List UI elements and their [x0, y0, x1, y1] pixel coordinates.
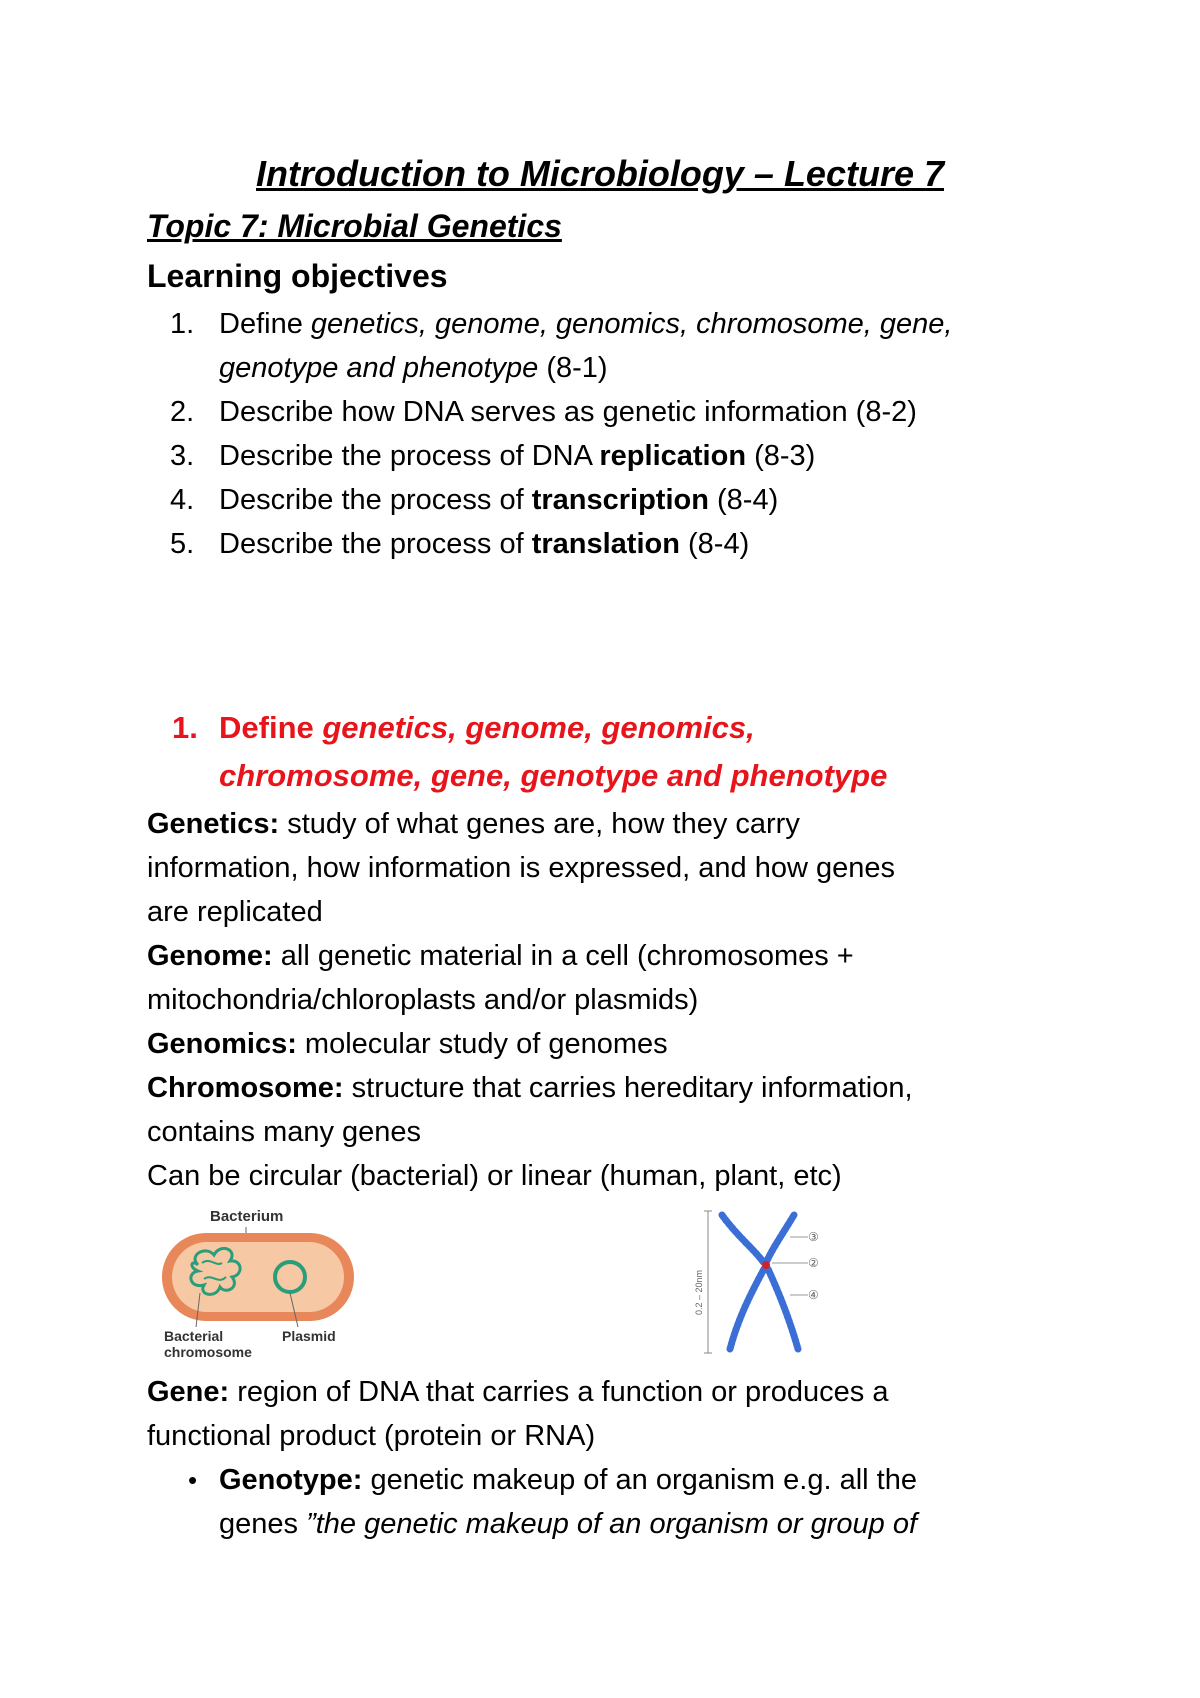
bacterium-label: Bacterium [210, 1208, 284, 1225]
objective-4-text: Describe the process of transcription (8-4) [219, 484, 779, 516]
callout-label: ② [808, 1256, 819, 1270]
objective-1-line2: genotype and phenotype (8-1) [219, 352, 608, 384]
definition-gene: Gene: region of DNA that carries a function or produces a [147, 1376, 889, 1408]
plasmid-label: Plasmid [282, 1328, 336, 1344]
bacterial-chromosome-label: Bacterial [164, 1328, 224, 1344]
callout-label: ③ [808, 1230, 819, 1244]
bacterium-diagram [158, 1203, 363, 1363]
callout-label: ④ [808, 1288, 819, 1302]
section-1-number: 1. [172, 710, 198, 745]
definition-genome-line2: mitochondria/chloroplasts and/or plasmids) [147, 984, 699, 1016]
section-1-heading-line2: chromosome, gene, genotype and phenotype [219, 758, 888, 793]
objective-number: 1. [170, 308, 195, 340]
definition-chromosome: Chromosome: structure that carries hereditary information, [147, 1072, 913, 1104]
definition-genome: Genome: all genetic material in a cell (chromosomes + [147, 940, 854, 972]
bullet-icon: • [188, 1465, 198, 1495]
centromere [762, 1261, 770, 1269]
dimension-label: 0.2 – 20nm [694, 1269, 704, 1315]
objective-5-text: Describe the process of translation (8-4) [219, 528, 750, 560]
objective-2 [170, 394, 194, 430]
objective-number: 5. [170, 528, 195, 560]
learning-objectives-heading: Learning objectives [147, 258, 448, 294]
objective-number: 3. [170, 440, 195, 472]
definition-genotype: Genotype: genetic makeup of an organism e.g. all the [219, 1464, 917, 1496]
definition-genotype-line2: genes ”the genetic makeup of an organism or group of [219, 1508, 918, 1540]
definition-genetics-line3: are replicated [147, 896, 323, 928]
objective-3-text: Describe the process of DNA replication (8-3) [219, 440, 816, 472]
objective-1-line1: Define genetics, genome, genomics, chromosome, gene, [219, 308, 953, 340]
definition-genetics-line2: information, how information is expressed, and how genes [147, 852, 895, 884]
objective-5 [170, 526, 194, 562]
chromosome-arms [722, 1215, 798, 1349]
page-title: Introduction to Microbiology – Lecture 7 [255, 153, 945, 194]
objective-number: 2. [170, 396, 195, 428]
objective-2-text: Describe how DNA serves as genetic information (8-2) [219, 396, 917, 428]
topic-heading: Topic 7: Microbial Genetics [147, 208, 562, 244]
objective-4 [170, 482, 194, 518]
definition-gene-line2: functional product (protein or RNA) [147, 1420, 596, 1452]
objective-number: 4. [170, 484, 195, 516]
section-1-heading-line1: Define genetics, genome, genomics, [219, 710, 755, 745]
linear-chromosome-diagram [694, 1203, 844, 1363]
objective-3 [170, 438, 194, 474]
objective-1 [170, 306, 194, 342]
definition-chromosome-line2: contains many genes [147, 1116, 422, 1148]
definition-genomics: Genomics: molecular study of genomes [147, 1028, 668, 1060]
definition-genetics: Genetics: study of what genes are, how they carry [147, 808, 800, 840]
chromosome-shape-note: Can be circular (bacterial) or linear (human, plant, etc) [147, 1160, 842, 1192]
bacterial-chromosome-label-line2: chromosome [164, 1344, 252, 1360]
